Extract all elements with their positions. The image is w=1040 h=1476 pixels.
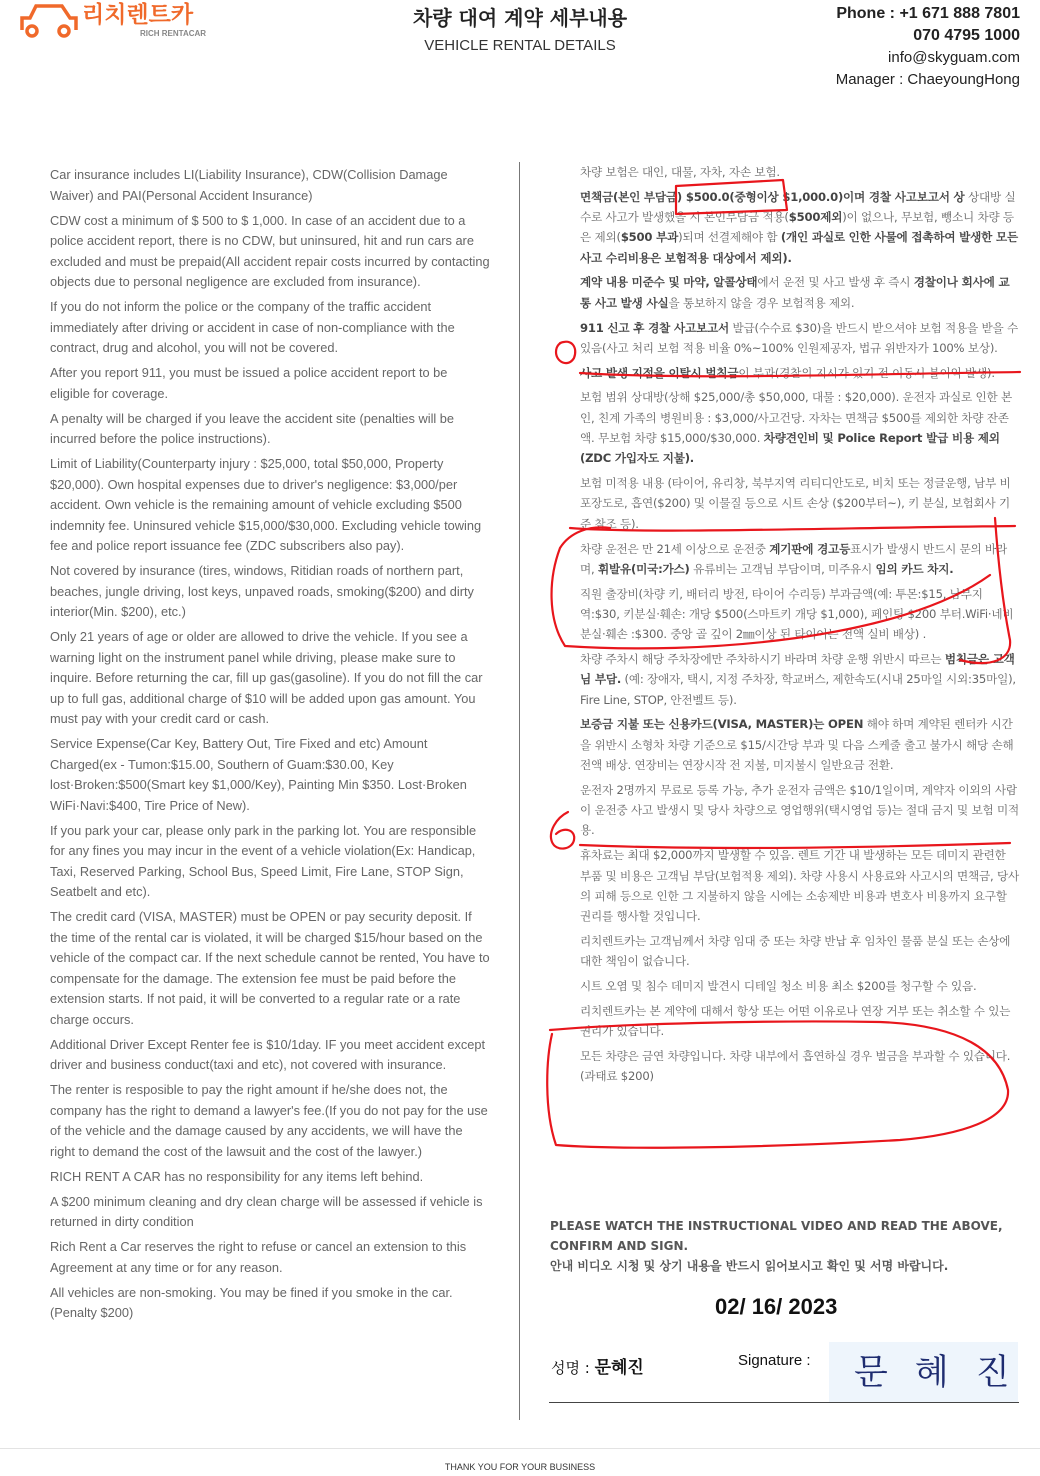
term-text: )되며 선결제해야 함 <box>678 230 781 245</box>
term-bold: $500 부과 <box>620 230 679 245</box>
term-text: )이 없으나, 무보험, 뺑소니 차량 등은 제외( <box>580 210 1014 245</box>
name-value: 문혜진 <box>594 1358 644 1378</box>
term-en: RICH RENT A CAR has no responsibility for any items left behind. <box>50 1168 424 1184</box>
term-ko <box>580 1001 1020 1042</box>
term-text: (예: 장애자, 택시, 지정 주차장, 학교버스, 제한속도(시내 25마일 시외:35마일), Fire Line, STOP, 안전벨트 등). <box>580 672 1016 707</box>
term-text: 이 부과(경찰의 지시가 있기 전 이동시 불이익 발생). <box>738 365 995 380</box>
instruction-ko: 안내 비디오 시청 및 상기 내용을 반드시 읽어보시고 확인 및 서명 바랍니다. <box>550 1259 949 1273</box>
term-en: The renter is resposible to pay the right amount if he/she does not, the company has the right to demand a lawyer's fee.(If you do not pay for the use of the vehicle and the damage caused by any accidents, we will have the right to demand the cost of the lawsuit and the cost of the lawyer.) <box>50 1082 488 1159</box>
term-en: If you park your car, please only park in the parking lot. You are responsible for any fines you may incur in the event of a vehicle violation(Ex: Handicap, Taxi, Reserved Parking, School Bus, Speed Limit, Fire Lane, STOP Sign, Seatbelt and etc). <box>50 822 477 899</box>
term-text: 발급(수수료 $30)을 반드시 받으셔야 보험 적용을 받을 수 있음(사고 처리 보험 적용 비율 0%~100% 인원제공자, 법규 위반자가 100% 보상). <box>580 320 1019 355</box>
english-terms <box>50 165 490 1328</box>
page-title-en: VEHICLE RENTAL DETAILS <box>424 37 616 54</box>
term-ko <box>580 272 1020 313</box>
term-ko <box>580 387 1020 468</box>
term-text: 차량 보험은 대인, 대물, 자차, 자손 보험. <box>580 165 780 179</box>
footer-divider <box>0 1448 1040 1449</box>
signing-instructions <box>550 1216 1010 1276</box>
korean-terms <box>580 162 1020 1091</box>
term-en: Rich Rent a Car reserves the right to refuse or cancel an extension to this Agreement at any time or for any reason. <box>50 1239 467 1275</box>
term-text: 리치렌트카는 고객님께서 차량 임대 중 또는 차량 반납 후 임차인 물품 분실 또는 손상에 대한 책임이 없습니다. <box>580 933 1011 969</box>
term-ko <box>580 318 1020 359</box>
term-bold: 경찰이나 회사에 교통 사고 발생 사실 <box>580 275 1010 310</box>
term-text: 유류비는 고객님 부담이며, 미주유시 <box>689 561 876 576</box>
column-divider <box>519 162 520 1420</box>
term-bold: $500제외 <box>788 210 843 225</box>
term-en: Car insurance includes LI(Liability Insurance), CDW(Collision Damage Waiver) and PAI(Personal Accident Insurance) <box>50 167 448 203</box>
name-field <box>551 1353 644 1378</box>
term-text: 차량 운전은 만 21세 이상으로 운전중 <box>580 541 770 556</box>
term-ko <box>580 539 1020 580</box>
term-bold: 차량견인비 및 Police Report 발급 비용 제외 (ZDC 가입자도 지불). <box>580 431 1000 466</box>
term-bold: 계약 내용 미준수 및 마약, 알콜상태 <box>580 275 758 290</box>
term-bold: 계기판에 경고등 <box>769 541 851 556</box>
term-text: 보험 범위 상대방(상해 $25,000/총 $50,000, 대물 : $20,000). 운전자 과실로 인한 본인, 친계 가족의 병원비용 : $3,000/사고건당. 자차는 면책금 $500를 제외한 차량 잔존액. 무보험 차량 $15,000/$30,000. <box>580 390 1012 446</box>
footer-text: THANK YOU FOR YOUR BUSINESS <box>444 1462 596 1472</box>
term-ko <box>580 1046 1020 1087</box>
term-text: 시트 오염 및 침수 데미지 발견시 디테일 청소 비용 최소 $200를 청구할 수 있음. <box>580 978 977 993</box>
term-en: Service Expense(Car Key, Battery Out, Tire Fixed and etc) Amount Charged(ex - Tumon:$15.00, Southern of Guam:$30.00, Key lost·Broken:$500(Smart key $1,000/Key), Painting Min $350. Lost·Broken WiFi·Navi:$400, Tire Price of New). <box>50 736 467 813</box>
term-bold: 911 신고 후 경찰 사고보고서 <box>580 320 729 335</box>
term-en: Limit of Liability(Counterparty injury : $25,000, total $50,000, Property $20,000). Own hospital expenses due to driver's negligence: $3,000/per accident. Own vehicle is the remaining amount of vehicle excluding $500 indemnity fee. Uninsured vehicle $15,000/$30,000. Excluding vehicle towing fee and police report issuance fee (ZDC subscribers also pay). <box>50 456 482 553</box>
markup-circle-1 <box>556 342 575 363</box>
contact-email[interactable]: info@skyguam.com <box>888 49 1020 66</box>
term-bold: 범칙금은 고객님 부담. <box>580 652 1015 687</box>
markup-numeral-6 <box>551 812 574 849</box>
term-ko <box>580 780 1020 841</box>
signature-label: Signature : <box>738 1352 811 1369</box>
term-bold: 임의 카드 차지. <box>875 561 954 576</box>
term-en: Not covered by insurance (tires, windows, Ritidian roads of northern part, beaches, jungle driving, lost keys, unpaved roads, smoking($200) and dirty interior(Min. $200), etc.) <box>50 563 474 619</box>
term-text: 리치렌트카는 본 계약에 대해서 항상 또는 어떤 이유로나 연장 거부 또는 취소할 수 있는 권리가 있습니다. <box>580 1003 1011 1039</box>
contact-phone: Phone : +1 671 888 7801 <box>836 5 1020 22</box>
term-text: 을 통보하지 않을 경우 보험적용 제외. <box>668 295 855 310</box>
term-bold: 사고 발생 지점을 이탈시 벌칙금 <box>580 365 739 380</box>
instruction-en: PLEASE WATCH THE INSTRUCTIONAL VIDEO AND READ THE ABOVE, CONFIRM AND SIGN. <box>550 1219 1003 1253</box>
term-text: 모든 차량은 금연 차량입니다. 차량 내부에서 흡연하실 경우 벌금을 부과할 수 있습니다. (과태료 $200) <box>580 1048 1011 1084</box>
term-en: The credit card (VISA, MASTER) must be OPEN or pay security deposit. If the time of the rental car is violated, it will be charged $15/hour based on the vehicle of the compact car. If the next schedule cannot be rented, You have to compensate for the damage. The extension fee must be paid before the extension starts. If not paid, it will be converted to a regular rate or a rate charge occurs. <box>50 909 490 1027</box>
term-text: 운전자 2명까지 무료로 등록 가능, 추가 운전자 금액은 $10/1일이며, 계약자 이외의 사람이 운전중 사고 발생시 및 당사 차량으로 영업행위(택시영업 등)는 절대 금지 및 보험 미적용. <box>580 782 1019 838</box>
logo-brand-en: RICH RENTACAR <box>140 29 207 38</box>
term-en: All vehicles are non-smoking. You may be fined if you smoke in the car. (Penalty $200) <box>50 1284 453 1320</box>
contact-block <box>836 3 1020 91</box>
term-bold: (개인 과실로 인한 사물에 접촉하여 발생한 모든 사고 수리비용은 보험적용 대상에서 제외). <box>580 230 1019 265</box>
term-ko <box>580 931 1020 972</box>
term-text: 차량 주차시 해당 주차장에만 주차하시기 바라며 차량 운행 위반시 따르는 <box>580 652 945 667</box>
term-bold: 보증금 지불 또는 신용카드(VISA, MASTER)는 OPEN <box>580 717 864 732</box>
contact-phone-2: 070 4795 1000 <box>913 27 1020 44</box>
term-text: 표시가 발생시 반드시 문의 바라며, <box>580 541 1008 576</box>
term-text: 직원 출장비(차량 키, 배터리 방전, 타이어 수리등) 부과금액(예: 투몬:$15, 남부지역:$30, 키분실·훼손: 개당 $500(스마트키 개당 $1,000), 페인팅 $200 부터.WiFi·네비 분실·훼손 :$300. 중앙 골 깊이 2㎜이상 된 타이어는 전액 실비 배상) . <box>580 586 1014 642</box>
term-en: Additional Driver Except Renter fee is $10/1day. IF you meet accident except driver and business conduct(taxi and etc), not covered with insurance. <box>50 1036 486 1072</box>
term-text: 보험 미적용 내용 (타이어, 유리창, 북부지역 리티디안도로, 비치 또는 정글운행, 남부 비포장도로, 흡연($200) 및 이물질 등으로 시트 손상 ($200부터~), 키 분실, 보험회사 기준 참조 등). <box>580 476 1011 531</box>
term-text: 해야 하며 계약된 렌터카 시간을 위반시 소형차 차량 기준으로 $15/시간당 부과 및 다음 스케줄 출고 불가시 해당 손해 전액 배상. 연장비는 연장시작 전 지불, 미지불시 일반요금 전환. <box>580 717 1014 773</box>
term-bold: 면책금(본인 부담금) $500.0(중형이상 $1,000.0)이며 경찰 사고보고서 상 <box>580 189 965 204</box>
page-title-ko: 차량 대여 계약 세부내용 <box>412 6 628 30</box>
term-text: 상대방 실수로 사고가 발생했을 시 본인부담금 적용( <box>580 189 1016 225</box>
term-ko <box>580 649 1020 710</box>
term-ko <box>580 714 1020 775</box>
contract-date: 02/ 16/ 2023 <box>715 1294 838 1319</box>
term-text: 휴차료는 최대 $2,000까지 발생할 수 있음. 렌트 기간 내 발생하는 모든 데미지 관련한 부품 및 비용은 고객님 부담(보험적용 제외). 차량 사용시 사용료와 사고시의 면책금, 당사의 피해 등으로 인한 그 지불하지 않을 시에는 소송제반 비용과 변호사 비용까지 요구할 권리를 행사할 것입니다. <box>580 848 1019 924</box>
term-en: CDW cost a minimum of $ 500 to $ 1,000. In case of an accident due to a police accident report, there is no CDW, but uninsured, hit and run cars are excluded and must be prepaid(All accident repair costs incurred by contacting objects due to personal negligence are excluded from insurance). <box>50 212 490 289</box>
term-en: A $200 minimum cleaning and dry clean charge will be assessed if vehicle is returned in dirty condition <box>50 1193 483 1229</box>
name-label: 성명 : <box>551 1359 595 1377</box>
term-ko <box>580 976 1020 996</box>
term-en: After you report 911, you must be issued a police accident report to be eligible for coverage. <box>50 365 448 401</box>
term-text: 에서 운전 및 사고 발생 후 즉시 <box>757 275 914 290</box>
contact-manager: Manager : ChaeyoungHong <box>835 71 1020 88</box>
term-en: If you do not inform the police or the company of the traffic accident immediately after driving or accident in case of non-compliance with the contract, drug and alcohol, you will not be covered. <box>50 299 455 355</box>
term-ko <box>580 584 1020 645</box>
term-ko <box>580 162 1020 182</box>
term-ko <box>580 187 1020 268</box>
term-ko <box>580 473 1020 534</box>
term-en: Only 21 years of age or older are allowed to drive the vehicle. If you see a warning light on the instrument panel while driving, please make sure to inquire. Before returning the car, fill up gas(gasoline). If you do not fill the car up to full gas, additional charge of $10 will be added upon gas amount. You must pay with your credit card or cash. <box>50 629 483 726</box>
term-ko <box>580 363 1020 383</box>
signature-handwriting: 문 혜 진 <box>854 1353 1018 1393</box>
term-ko <box>580 845 1020 926</box>
term-bold: 휘발유(미국:가스) <box>597 561 690 576</box>
term-en: A penalty will be charged if you leave the accident site (penalties will be incurred before the police instructions). <box>50 410 455 446</box>
signature-line <box>549 1402 1019 1403</box>
logo-brand-ko: 리치렌트카 <box>82 2 194 28</box>
